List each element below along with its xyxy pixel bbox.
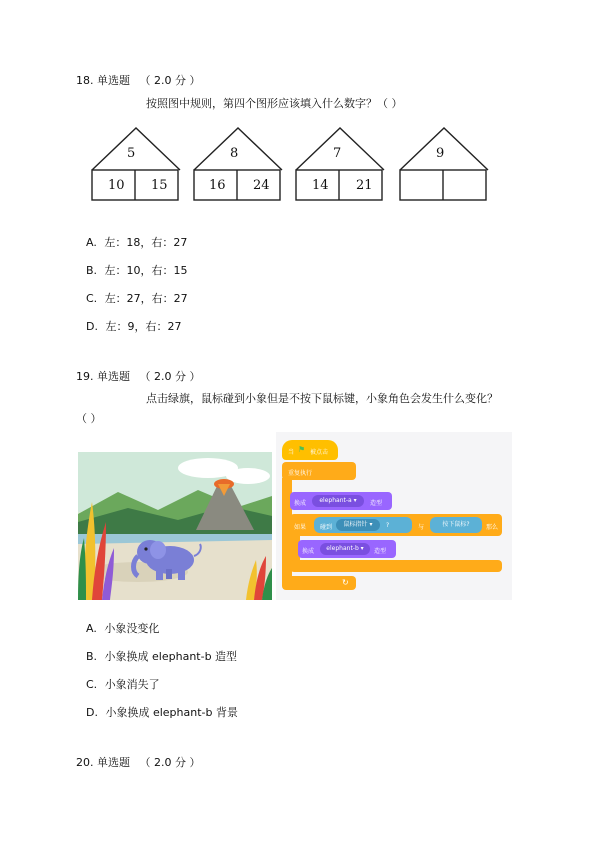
option-text: 左：18，右：27 (104, 236, 188, 249)
house-3-top: 7 (333, 146, 342, 161)
if-text: 如果 (294, 524, 307, 531)
option-letter: A. (86, 236, 97, 249)
q19-stem-bracket: （ ） (76, 412, 102, 425)
q19-option-d[interactable] (86, 704, 238, 720)
option-text: 小象没变化 (104, 622, 160, 635)
if-then-block (290, 514, 502, 536)
option-text: 左：27，右：27 (104, 292, 188, 305)
q20-score: （ 2.0 分 ） (139, 756, 201, 769)
q19-stem: 点击绿旗，鼠标碰到小象但是不按下鼠标键，小象角色会发生什么变化？ (146, 392, 498, 405)
question-mark: ? (386, 522, 390, 529)
house-2-left: 16 (209, 178, 226, 193)
house-1-top: 5 (127, 146, 136, 161)
q18-stem: 按照图中规则，第四个图形应该填入什么数字？（ ） (146, 97, 403, 110)
q18-type: 单选题 (97, 74, 130, 87)
option-letter: B. (86, 650, 98, 663)
costume-a-dropdown: elephant-a ▾ (312, 495, 364, 507)
if-bottom (290, 560, 502, 572)
q18-option-a[interactable] (86, 234, 187, 250)
option-letter: C. (86, 292, 98, 305)
q18-option-d[interactable] (86, 318, 181, 334)
q19-option-b[interactable] (86, 648, 237, 664)
option-text: 左：10，右：15 (104, 264, 188, 277)
option-letter: C. (86, 678, 98, 691)
costume-word-text: 造型 (370, 500, 383, 507)
q19-header (76, 368, 200, 384)
house-2-right: 24 (253, 178, 270, 193)
q20-header (76, 754, 200, 770)
forever-text: 重复执行 (288, 470, 313, 477)
q19-number: 19. (76, 370, 94, 383)
option-text: 小象换成 elephant-b 背景 (105, 706, 238, 719)
house-4-top: 9 (436, 146, 445, 161)
then-text: 那么 (486, 524, 499, 531)
option-letter: B. (86, 264, 98, 277)
option-text: 小象消失了 (104, 678, 160, 691)
mouse-down-sensor: 按下鼠标? (430, 517, 482, 533)
q20-type: 单选题 (97, 756, 130, 769)
costume-b-dropdown: elephant-b ▾ (320, 543, 370, 555)
switch-text: 换成 (302, 548, 315, 555)
scratch-code-image (276, 432, 512, 600)
q18-option-c[interactable] (86, 290, 188, 306)
q19-option-c[interactable] (86, 676, 160, 692)
when-flag-clicked-block (282, 440, 338, 460)
q18-option-b[interactable] (86, 262, 188, 278)
option-letter: D. (86, 320, 98, 333)
forever-bottom (282, 576, 356, 590)
q18-score: （ 2.0 分 ） (139, 74, 201, 87)
loop-arrow-icon: ↻ (342, 578, 349, 587)
switch-text: 换成 (294, 500, 307, 507)
touching-sensor (314, 517, 412, 533)
and-text: 与 (418, 524, 425, 531)
house-2-top: 8 (230, 146, 239, 161)
switch-costume-a-block (290, 492, 392, 510)
house-4 (400, 128, 488, 200)
option-text: 小象换成 elephant-b 造型 (104, 650, 238, 663)
q18-header (76, 72, 200, 88)
option-letter: D. (86, 706, 98, 719)
option-letter: A. (86, 622, 97, 635)
costume-word-text: 造型 (374, 548, 387, 555)
hat-when-text: 当 (288, 449, 295, 456)
switch-costume-b-block (298, 540, 396, 558)
stage-scene-image (78, 452, 272, 600)
house-1-right: 15 (151, 178, 168, 193)
q18-house-figures (88, 124, 498, 204)
forever-block (282, 462, 356, 480)
house-3-right: 21 (356, 178, 373, 193)
q19-type: 单选题 (97, 370, 130, 383)
green-flag-icon: ⚑ (298, 445, 306, 454)
house-3-left: 14 (312, 178, 329, 193)
house-1-left: 10 (108, 178, 125, 193)
mouse-pointer-dropdown: 鼠标指针 ▾ (336, 519, 380, 531)
hat-clicked-text: 被点击 (310, 449, 329, 456)
option-text: 左：9，右：27 (105, 320, 182, 333)
q19-option-a[interactable] (86, 620, 159, 636)
q18-number: 18. (76, 74, 94, 87)
touching-text: 碰到 (320, 524, 333, 531)
q20-number: 20. (76, 756, 94, 769)
q19-score: （ 2.0 分 ） (139, 370, 201, 383)
